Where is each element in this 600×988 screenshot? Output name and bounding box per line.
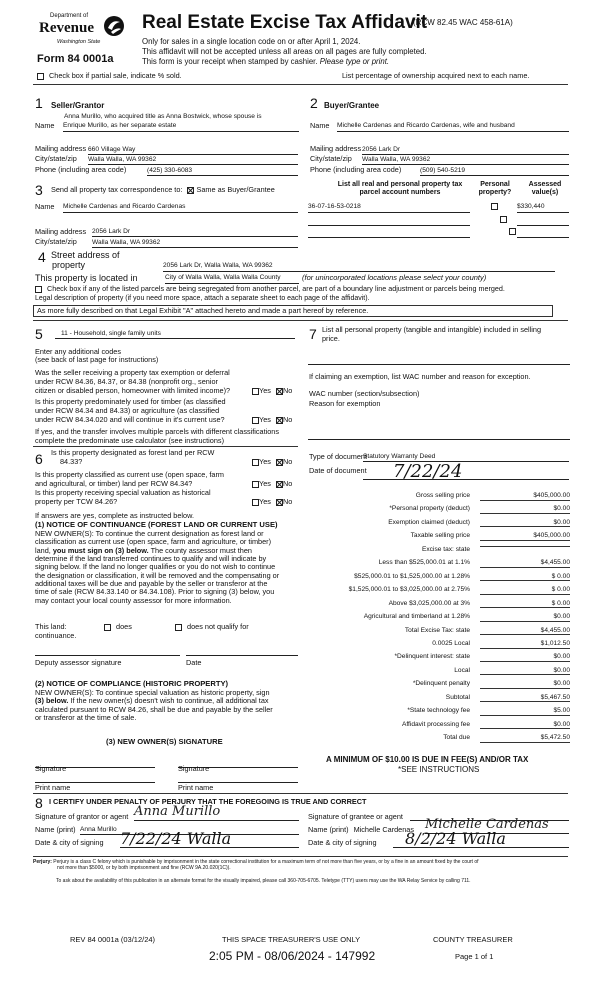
- parcel-number-field[interactable]: [308, 216, 470, 226]
- partial-sale-row: [37, 72, 182, 80]
- tax-row: [300, 492, 570, 504]
- notice-1-g: additional taxes will be due and payable by the seller or transferor at the: [35, 578, 268, 588]
- tax-row-value[interactable]: $5.00: [480, 707, 570, 716]
- s5-q2-l3: under RCW 84.34.020 and will continue in it's current use?: [35, 414, 225, 424]
- personal-property-checkbox[interactable]: [509, 228, 516, 235]
- doc-type-field[interactable]: Statutory Warranty Deed: [363, 453, 569, 462]
- personal-col-header: [474, 181, 516, 197]
- s5-q1-yes-checkbox[interactable]: [252, 388, 259, 395]
- same-as-buyer-label: Same as Buyer/Grantee: [196, 185, 275, 194]
- reason-label: Reason for exemption: [309, 399, 381, 408]
- tax-row: [300, 613, 570, 625]
- tax-row-label: Taxable selling price: [410, 532, 470, 540]
- seller-name-label: Name: [35, 121, 55, 130]
- tax-row-value[interactable]: $0.00: [480, 505, 570, 514]
- buyer-phone-field[interactable]: (509) 540-5219: [420, 167, 569, 176]
- buyer-phone-label: Phone (including area code): [310, 165, 402, 174]
- print-name-label-2: Print name: [178, 783, 214, 792]
- s5-q1-l2: under RCW 84.36, 84.37, or 84.38 (nonprofit org., senior: [35, 376, 218, 386]
- tax-row-label: 0.0025 Local: [432, 639, 470, 647]
- form-title: Real Estate Excise Tax Affidavit: [142, 12, 428, 33]
- tax-row-value[interactable]: $0.00: [480, 721, 570, 730]
- sec3-name-field[interactable]: Michelle Cardenas and Ricardo Cardenas: [63, 203, 298, 213]
- availability-note: To ask about the availability of this publication in an alternate format for the visually impaired, please call 360-705-6705. Teletype (TTY) users may use the WA Relay Service by calling 711.: [56, 878, 471, 884]
- deputy-date-line[interactable]: [186, 648, 298, 656]
- s6-q3-l1: Is this property receiving special valuation as historical: [35, 488, 211, 497]
- buyer-name-field[interactable]: Michelle Cardenas and Ricardo Cardenas, wife and husband: [337, 122, 569, 132]
- assessed-col-header: [520, 181, 570, 197]
- s6-q2-l2: and agricultural, or timber) land per RCW 84.34?: [35, 478, 193, 488]
- tax-row: [300, 627, 570, 639]
- notice-1-c2: you must sign on (3) below.: [52, 545, 149, 555]
- dept-line: Department of: [50, 13, 89, 19]
- s5-q3-l2: complete the predominate use calculator (see instructions): [35, 435, 225, 445]
- no-label: No: [282, 479, 293, 488]
- print-name-label: Print name: [35, 783, 71, 792]
- tax-row-label: *State technology fee: [407, 707, 470, 715]
- notice-1-b: classification as current use (open space, farm and agriculture, or timber): [35, 537, 272, 547]
- notice-2-b2: If the new owner(s) doesn't wish to continue, all additional tax: [70, 696, 269, 706]
- partial-sale-label: Check box if partial sale, indicate % sold.: [49, 71, 182, 80]
- tax-row-label: Agricultural and timberland at 1.28%: [363, 613, 470, 621]
- located-note: (for unincorporated locations please select your county): [302, 273, 487, 282]
- notice-1-d: determine if the land transferred continues to qualify and will indicate by: [35, 553, 267, 563]
- tax-row-label: *Personal property (deduct): [389, 505, 470, 513]
- perjury-line-2: not more than $5000, or by both imprisonment and fine (RCW 9A.20.020(1C)).: [57, 865, 231, 872]
- no-label: No: [282, 415, 293, 424]
- seller-mailing-field[interactable]: 660 Village Way: [88, 146, 298, 155]
- notice-3-title: (3) NEW OWNER(S) SIGNATURE: [106, 737, 223, 746]
- notice-1-i: may contact your local county assessor for more information.: [35, 595, 232, 605]
- parcel-col-line2: parcel account numbers: [359, 189, 441, 197]
- seller-name-line1: Anna Murillo, who acquired title as Anna Bostwick, whose spouse is: [64, 113, 262, 120]
- print-name-line[interactable]: [35, 775, 155, 783]
- segregated-label: Check box if any of the listed parcels are being segregated from another parcel, are part of a boundary line adjustment or parcels being merged.: [47, 284, 505, 293]
- s7-text: [322, 326, 541, 344]
- section-6-number: 6: [35, 451, 43, 467]
- tax-row-label: Subtotal: [445, 693, 470, 701]
- yes-label: Yes: [259, 497, 271, 506]
- no-label: No: [282, 497, 293, 506]
- signature-label: Signature: [35, 764, 67, 773]
- s6-q3-l2: property per TCW 84.26?: [35, 496, 118, 506]
- deputy-date-label: Date: [186, 658, 202, 667]
- s6-divider: [33, 446, 298, 447]
- grantee-signature-label: Signature of grantee or agent: [308, 812, 403, 821]
- grantee-date-label: Date & city of signing: [308, 838, 377, 847]
- dept-state: Washington State: [57, 39, 101, 45]
- grantor-date-label: Date & city of signing: [35, 838, 104, 847]
- tax-row: [300, 734, 570, 746]
- tax-row-label: Total due: [443, 734, 470, 742]
- personal-property-checkbox[interactable]: [500, 216, 507, 223]
- buyer-city-label: City/state/zip: [310, 154, 352, 163]
- s6-q2-answer: [252, 480, 292, 488]
- section-7-number: 7: [309, 326, 317, 342]
- header-note-3b: Please type or print.: [319, 57, 390, 66]
- tax-row-label: Total Excise Tax: state: [404, 626, 470, 634]
- wac-label: WAC number (section/subsection): [309, 389, 420, 398]
- tax-row: [300, 505, 570, 517]
- section-8-number: 8: [35, 795, 43, 811]
- dept-name: Revenue: [39, 20, 94, 36]
- notice-1-c3: The county assessor must then: [150, 545, 252, 555]
- s6-q1-yes-checkbox[interactable]: [252, 459, 259, 466]
- does-label: does: [116, 622, 132, 631]
- form-citation: (RCW 82.45 WAC 458-61A): [413, 18, 513, 27]
- seller-mailing-label: Mailing address: [35, 144, 87, 153]
- grantee-signature[interactable]: Michelle Cardenas: [425, 818, 569, 834]
- seller-phone-field[interactable]: (425) 330-6083: [147, 167, 298, 176]
- section-5-number: 5: [35, 326, 43, 342]
- personal-col-line2: property?: [478, 189, 512, 197]
- buyer-city-field[interactable]: Walla Walla, WA 99362: [362, 156, 569, 165]
- grantor-signature[interactable]: Anna Murillo: [134, 805, 299, 821]
- street-label-line1: Street address of: [51, 250, 120, 260]
- this-land-label: [35, 623, 76, 641]
- section-2-number: 2: [310, 95, 318, 111]
- tax-row: [300, 680, 570, 692]
- doc-date-field[interactable]: 7/22/24: [363, 462, 569, 480]
- personal-col-line1: Personal: [480, 181, 510, 188]
- parcel-col-header: [330, 181, 470, 197]
- minimum-note-2: *SEE INSTRUCTIONS: [398, 765, 480, 774]
- seller-phone-label: Phone (including area code): [35, 165, 127, 174]
- tax-row-value[interactable]: $4,455.00: [480, 627, 570, 636]
- partial-sale-checkbox[interactable]: [37, 73, 44, 80]
- this-land-2: continuance.: [35, 630, 77, 640]
- grantor-signature-label: Signature of grantor or agent: [35, 812, 129, 821]
- s6-q1-answer: [252, 458, 292, 466]
- tax-row-value[interactable]: $1,012.50: [480, 640, 570, 649]
- if-yes-note: If answers are yes, complete as instructed below.: [35, 511, 194, 520]
- s5-q2: [35, 398, 226, 424]
- s6-q1: [51, 449, 214, 467]
- tax-row: [300, 519, 570, 531]
- no-label: No: [282, 386, 293, 395]
- section-divider: [33, 320, 568, 321]
- this-land-1: This land:: [35, 622, 67, 631]
- legal-description-label: Legal description of property (if you need more space, attach a separate sheet to each page of the affidavit).: [35, 295, 370, 302]
- doc-date-label: Date of document: [309, 466, 367, 475]
- street-label: [51, 250, 120, 271]
- tax-row-value[interactable]: $4,455.00: [480, 559, 570, 568]
- parcel-col-line1: List all real and personal property tax: [337, 181, 463, 188]
- notice-2-title: (2) NOTICE OF COMPLIANCE (HISTORIC PROPERTY): [35, 679, 229, 688]
- seller-heading: Seller/Grantor: [51, 101, 105, 110]
- tax-row-value[interactable]: $5,472.50: [480, 734, 570, 743]
- s7-text-l1: List all personal property (tangible and intangible) included in selling: [322, 325, 542, 334]
- dor-logo: [37, 13, 127, 53]
- tax-row-value[interactable]: $0.00: [480, 667, 570, 676]
- tax-row-label: $525,000.01 to $1,525,000.00 at 1.28%: [354, 572, 470, 580]
- grantee-name-label-text: Name (print): [308, 825, 349, 834]
- tax-row: [300, 640, 570, 652]
- s6-q1-no-checkbox[interactable]: [276, 459, 283, 466]
- s6-q3: [35, 489, 211, 507]
- assessed-value-field[interactable]: [517, 216, 569, 226]
- perjury-line-1-text: Perjury is a class C felony which is punishable by imprisonment in the state correctional institution for a maximum term of not more than five years, or by a fine in an amount fixed by the court of: [53, 859, 479, 865]
- minimum-note-1: A MINIMUM OF $10.00 IS DUE IN FEE(S) AND/OR TAX: [326, 755, 529, 764]
- section-3-number: 3: [35, 182, 43, 198]
- no-label: No: [282, 457, 293, 466]
- notice-2-c: calculated pursuant to RCW 84.26, shall be due and payable by the seller: [35, 704, 273, 714]
- does-not-label: does not qualify for: [187, 622, 249, 631]
- same-as-buyer-checkbox[interactable]: [187, 187, 194, 194]
- tax-row: [300, 546, 570, 558]
- buyer-mailing-label: Mailing address: [310, 144, 362, 153]
- tax-row: [300, 532, 570, 544]
- tax-row-label: Affidavit processing fee: [401, 720, 470, 728]
- notice-2-body: [35, 689, 300, 722]
- tax-row-value[interactable]: [480, 546, 570, 547]
- tax-row: [300, 586, 570, 598]
- notice-1-e: signing below. If the land no longer qualifies or you do not wish to continue: [35, 562, 276, 572]
- tax-row-value[interactable]: $0.00: [480, 613, 570, 622]
- tax-row: [300, 573, 570, 585]
- ownership-note: List percentage of ownership acquired next to each name.: [342, 71, 530, 80]
- sec3-city-label: City/state/zip: [35, 237, 77, 246]
- additional-codes-1: Enter any additional codes: [35, 347, 121, 356]
- grantor-date-field[interactable]: 7/22/24 Walla: [120, 830, 299, 848]
- legal-description-box[interactable]: [33, 305, 553, 317]
- s6-q1-l2: 84.33?: [60, 456, 83, 466]
- perjury-text: [33, 859, 573, 872]
- assessed-col-line2: value(s): [531, 189, 559, 197]
- s6-q2-no-checkbox[interactable]: [276, 481, 283, 488]
- certify-statement: I CERTIFY UNDER PENALTY OF PERJURY THAT THE FOREGOING IS TRUE AND CORRECT: [49, 797, 367, 806]
- s5-q1-answer: [252, 387, 292, 395]
- additional-codes-2: (see back of last page for instructions): [35, 355, 159, 364]
- s5-q2-no-checkbox[interactable]: [276, 417, 283, 424]
- grantee-date-field[interactable]: 8/2/24 Walla: [393, 830, 569, 848]
- receipt-stamp: 2:05 PM - 08/06/2024 - 147992: [209, 949, 376, 963]
- tax-row-value[interactable]: $ 0.00: [480, 573, 570, 582]
- tax-row: [300, 721, 570, 733]
- yes-label: Yes: [259, 479, 271, 488]
- located-in-label: This property is located in: [35, 273, 138, 283]
- tax-row: [300, 559, 570, 571]
- sec3-name-label: Name: [35, 202, 55, 211]
- sec3-city-field[interactable]: Walla Walla, WA 99362: [92, 239, 298, 248]
- tax-row: [300, 667, 570, 679]
- assessed-col-line1: Assessed: [528, 181, 562, 188]
- s5-q2-yes-checkbox[interactable]: [252, 417, 259, 424]
- yes-label: Yes: [259, 415, 271, 424]
- s5-q1-no-checkbox[interactable]: [276, 388, 283, 395]
- tax-row-label: $1,525,000.01 to $3,025,000.00 at 2.75%: [348, 586, 470, 594]
- notice-1-h: time of sale (RCW 84.33.140 or 84.34.108). Prior to signing (3) below, you: [35, 587, 275, 597]
- dor-swirl-icon: [103, 15, 125, 37]
- personal-property-field[interactable]: [308, 355, 570, 365]
- s5-q3: [35, 428, 279, 446]
- page-number: Page 1 of 1: [455, 952, 494, 961]
- s6-q3-no-checkbox[interactable]: [276, 499, 283, 506]
- seller-city-label: City/state/zip: [35, 154, 77, 163]
- header-note-1: Only for sales in a single location code on or after April 1, 2024.: [142, 37, 361, 46]
- tax-row: [300, 600, 570, 612]
- grantee-name-value: Michelle Cardenas: [353, 825, 415, 834]
- tax-row: [300, 653, 570, 665]
- section-1-number: 1: [35, 95, 43, 111]
- located-in-field[interactable]: City of Walla Walla, Walla Walla County: [165, 274, 299, 284]
- assessed-value-field[interactable]: [517, 228, 569, 238]
- yes-label: Yes: [259, 386, 271, 395]
- perjury-label: Perjury:: [33, 859, 52, 865]
- sec3-mailing-label: Mailing address: [35, 227, 87, 236]
- tax-row-label: Excise tax: state: [421, 545, 470, 553]
- s6-q1-l1: Is this property designated as forest land per RCW: [51, 448, 215, 457]
- does-not-checkbox[interactable]: [175, 624, 182, 631]
- s5-q1: [35, 369, 230, 395]
- header-note-3: [142, 58, 389, 67]
- sec3-mailing-field[interactable]: 2056 Lark Dr: [92, 228, 298, 237]
- header-note-2: This affidavit will not be accepted unless all areas on all pages are fully completed.: [142, 47, 427, 56]
- assessed-value-field[interactable]: $330,440: [517, 203, 569, 213]
- does-not-option: [175, 623, 249, 631]
- buyer-mailing-field[interactable]: 2056 Lark Dr: [362, 146, 569, 155]
- s5-q2-l2: under RCW 84.34 and 84.33) or agriculture (as classified: [35, 405, 220, 415]
- s5-q3-l1: If yes, and the transfer involves multiple parcels with different classifications: [35, 427, 280, 436]
- notice-2-d: or transferor at the time of sale.: [35, 712, 137, 722]
- deputy-signature-line[interactable]: [35, 648, 180, 656]
- parcel-number-field[interactable]: 36-07-16-53-0218: [308, 203, 470, 213]
- legal-description-text: As more fully described on that Legal Exhibit "A" attached hereto and made a part hereof by reference.: [37, 306, 369, 315]
- s6-q3-yes-checkbox[interactable]: [252, 499, 259, 506]
- s6-q2-yes-checkbox[interactable]: [252, 481, 259, 488]
- notice-1-body: [35, 530, 300, 605]
- grantor-name-field[interactable]: Anna Murillo: [80, 826, 299, 835]
- notice-2-b1: (3) below.: [35, 696, 69, 706]
- tax-row-value[interactable]: $ 0.00: [480, 600, 570, 609]
- tax-row-label: *Delinquent interest: state: [394, 653, 470, 661]
- notice-2-a: NEW OWNER(S): To continue special valuation as historic property, sign: [35, 688, 270, 697]
- section-4-number: 4: [38, 249, 46, 265]
- county-treasurer: COUNTY TREASURER: [433, 935, 513, 944]
- exemption-note: If claiming an exemption, list WAC number and reason for exception.: [309, 372, 531, 381]
- tax-row-label: *Delinquent penalty: [412, 680, 470, 688]
- tax-row-value[interactable]: $0.00: [480, 680, 570, 689]
- street-label-line2: property: [52, 260, 86, 271]
- parcel-number-field[interactable]: [308, 228, 470, 238]
- rev-number: REV 84 0001a (03/12/24): [70, 935, 156, 944]
- treasurer-use: THIS SPACE TREASURER'S USE ONLY: [222, 935, 361, 944]
- street-address-field[interactable]: 2056 Lark Dr, Walla Walla, WA 99362: [163, 262, 555, 272]
- tax-row-label: Exemption claimed (deduct): [388, 518, 470, 526]
- notice-1-a: NEW OWNER(S): To continue the current designation as forest land or: [35, 529, 264, 538]
- tax-row-label: Gross selling price: [415, 492, 470, 499]
- tax-row-label: Local: [454, 666, 470, 674]
- s5-q2-answer: [252, 416, 292, 424]
- s5-q2-l1: Is this property predominately used for timber (as classified: [35, 397, 226, 406]
- personal-property-checkbox[interactable]: [491, 203, 498, 210]
- seller-name-field[interactable]: Enrique Murillo, as her separate estate: [63, 122, 299, 132]
- s6-q3-answer: [252, 498, 292, 506]
- section-3-text: [51, 186, 275, 194]
- tax-row-value[interactable]: $0.00: [480, 519, 570, 528]
- print-name-line-2[interactable]: [178, 775, 298, 783]
- tax-row-value[interactable]: $405,000.00: [480, 492, 570, 501]
- tax-row-value[interactable]: $5,467.50: [480, 694, 570, 703]
- s5-q1-l3: citizen or disabled person, homeowner with limited income)?: [35, 385, 231, 395]
- notice-1-c1: land,: [35, 545, 51, 555]
- tax-row: [300, 694, 570, 706]
- notice-1-f: the designation or classification, it will be removed and the compensating or: [35, 570, 280, 580]
- tax-row-label: Above $3,025,000.00 at 3%: [388, 599, 470, 607]
- header-note-3a: This form is your receipt when stamped by cashier.: [142, 57, 318, 66]
- yes-label: Yes: [259, 457, 271, 466]
- buyer-heading: Buyer/Grantee: [324, 101, 380, 110]
- s6-q2-l1: Is this property classified as current use (open space, farm: [35, 470, 224, 479]
- tax-row-label: Less than $525,000.01 at 1.1%: [378, 559, 470, 567]
- form-number: Form 84 0001a: [37, 53, 114, 65]
- buyer-name-label: Name: [310, 121, 330, 130]
- use-code-field[interactable]: 11 - Household, single family units: [55, 330, 295, 339]
- seller-city-field[interactable]: Walla Walla, WA 99362: [88, 156, 298, 165]
- perjury-divider: [33, 856, 568, 857]
- tax-row-value[interactable]: $ 0.00: [480, 586, 570, 595]
- s8-divider: [33, 793, 568, 794]
- tax-row-value[interactable]: $405,000.00: [480, 532, 570, 541]
- segregated-row: [35, 285, 565, 293]
- s6-q2: [35, 471, 224, 489]
- doc-type-label: Type of document: [309, 452, 368, 461]
- deputy-signature-label: Deputy assessor signature: [35, 658, 122, 667]
- s7-text-l2: price.: [322, 333, 340, 343]
- section-3-text-label: Send all property tax correspondence to:: [51, 185, 183, 194]
- grantor-name-label: Name (print): [35, 825, 76, 834]
- does-checkbox[interactable]: [104, 624, 111, 631]
- header-divider: [33, 84, 568, 85]
- s5-q1-l1: Was the seller receiving a property tax exemption or deferral: [35, 368, 230, 377]
- reason-field[interactable]: [308, 432, 570, 440]
- notice-1-title: (1) NOTICE OF CONTINUANCE (FOREST LAND OR CURRENT USE): [35, 520, 278, 529]
- tax-row-value[interactable]: $0.00: [480, 653, 570, 662]
- signature-label-2: Signature: [178, 764, 210, 773]
- does-option: [104, 623, 132, 631]
- tax-row: [300, 707, 570, 719]
- segregated-checkbox[interactable]: [35, 286, 42, 293]
